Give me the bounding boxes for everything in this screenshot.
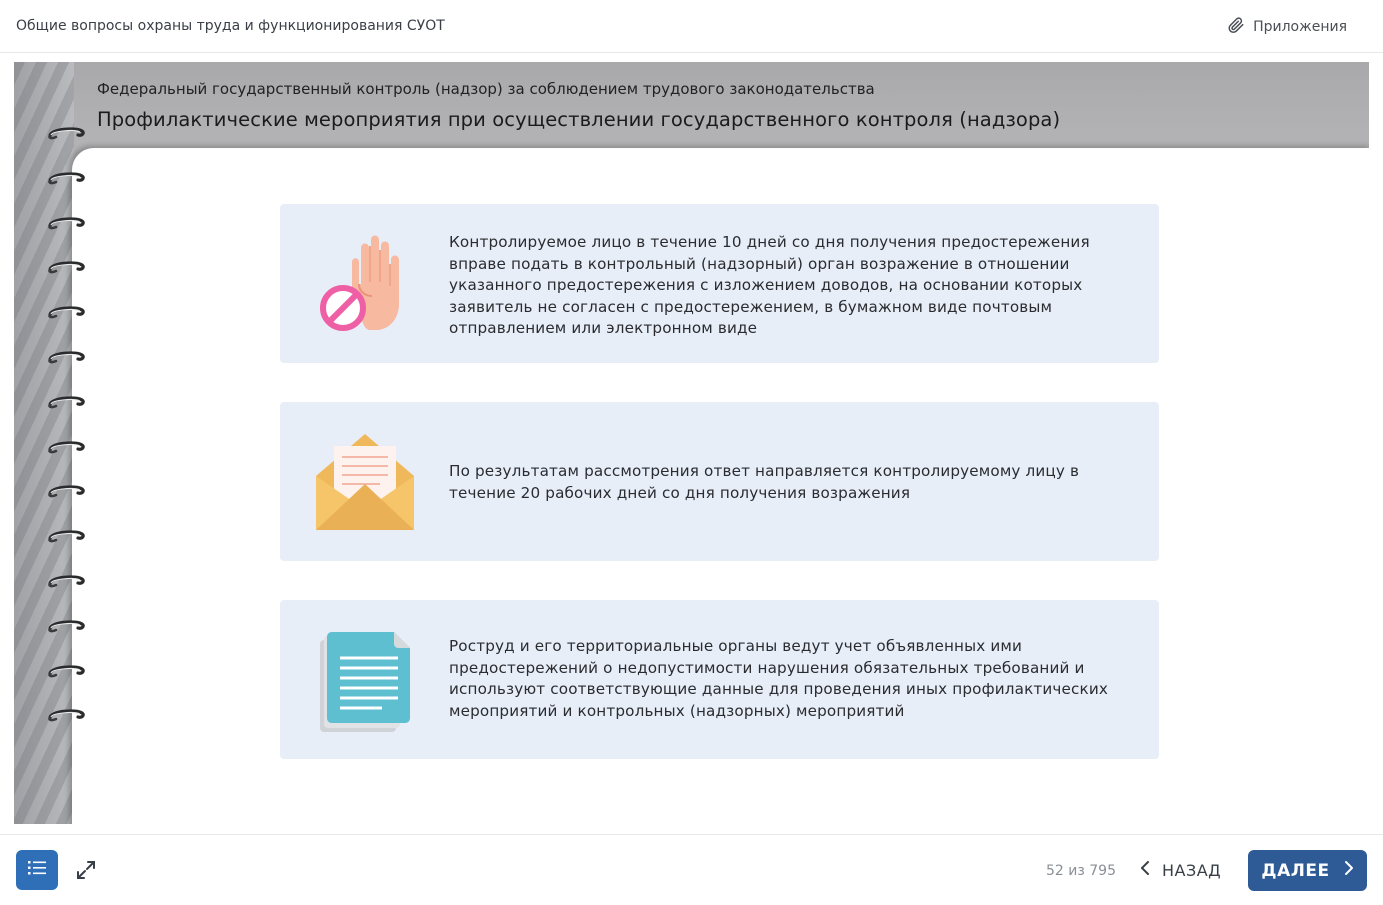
notebook-spiral: [36, 125, 86, 745]
bottom-bar: [0, 834, 1383, 905]
envelope-letter-icon: [310, 424, 420, 539]
spiral-ring: [36, 125, 86, 141]
slide-title: Профилактические мероприятия при осуществлении государственного контроля (надзора): [97, 108, 1061, 131]
card-text: Роструд и его территориальные органы ведут учет объявленных ими предостережений о недопустимости нарушения обязательных требований и используют соответствующие данные для проведения иных профилактических мероприятий и контрольных (надзорных) мероприятий: [449, 637, 1109, 720]
spiral-ring: [36, 394, 86, 410]
paperclip-icon: [1227, 16, 1245, 38]
spiral-ring: [36, 707, 86, 723]
info-card: [280, 600, 1159, 759]
spiral-ring: [36, 618, 86, 634]
spiral-ring: [36, 573, 86, 589]
spiral-ring: [36, 170, 86, 186]
spiral-ring: [36, 663, 86, 679]
slide-subtitle: Федеральный государственный контроль (надзор) за соблюдением трудового законодательства: [97, 80, 875, 98]
card-text: Контролируемое лицо в течение 10 дней со дня получения предостережения вправе подать в контрольный (надзорный) орган возражение в отношении указанного предостережения с изложением доводов, на основании которых заявитель не согласен с предостережением, в бумажном виде почтовым отправлением или электронном виде: [449, 233, 1090, 337]
info-card: [280, 402, 1159, 561]
attachments-label: Приложения: [1253, 19, 1347, 35]
back-button[interactable]: [1140, 857, 1221, 883]
spiral-ring: [36, 483, 86, 499]
spiral-ring: [36, 439, 86, 455]
document-icon: [310, 622, 420, 737]
menu-button[interactable]: [16, 850, 58, 890]
stop-hand-icon: [310, 226, 420, 341]
list-menu-icon: [28, 860, 46, 880]
chevron-right-icon: [1344, 860, 1354, 881]
info-card: [280, 204, 1159, 363]
next-button[interactable]: [1248, 850, 1367, 891]
expand-icon[interactable]: [75, 859, 97, 881]
spiral-ring: [36, 304, 86, 320]
spiral-ring: [36, 349, 86, 365]
spiral-ring: [36, 215, 86, 231]
back-label: НАЗАД: [1162, 860, 1222, 880]
spiral-ring: [36, 259, 86, 275]
next-label: ДАЛЕЕ: [1261, 860, 1330, 881]
attachments-button[interactable]: [1227, 16, 1347, 38]
chevron-left-icon: [1140, 860, 1150, 880]
spiral-ring: [36, 528, 86, 544]
page-counter: 52 из 795: [1046, 863, 1116, 879]
course-title: Общие вопросы охраны труда и функционирования СУОТ: [16, 18, 445, 34]
card-text: По результатам рассмотрения ответ направляется контролируемому лицу в течение 20 рабочих дней со дня получения возражения: [449, 462, 1080, 502]
top-bar: [0, 0, 1383, 53]
